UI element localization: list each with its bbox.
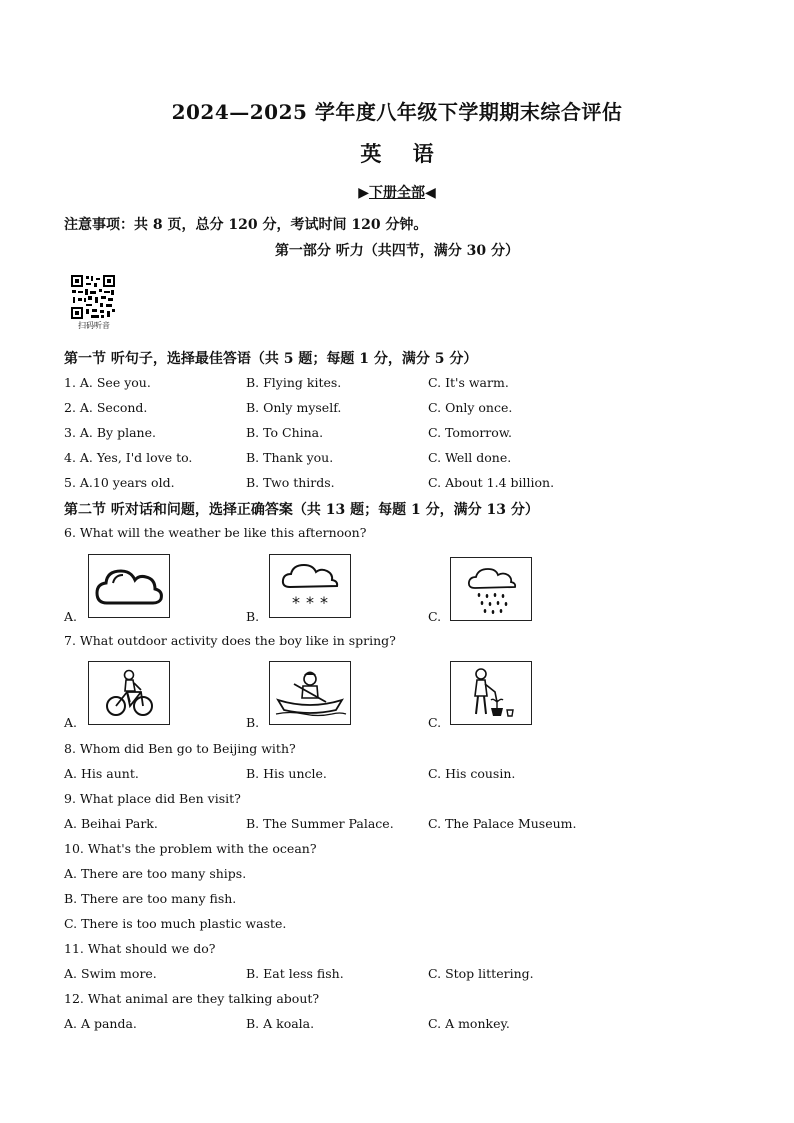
subject-char-1: 英 xyxy=(360,141,382,166)
section-2-heading: 第二节 听对话和问题，选择正确答案（共 13 题；每题 1 分，满分 13 分） xyxy=(64,502,539,518)
q5-option-a[interactable]: 5. A.10 years old. xyxy=(64,475,175,490)
q7-label-c[interactable]: C. xyxy=(428,715,442,730)
question-9: 9. What place did Ben visit? xyxy=(64,791,241,806)
q2-option-a[interactable]: 2. A. Second. xyxy=(64,400,148,415)
q5-option-b[interactable]: B. Two thirds. xyxy=(246,475,335,490)
question-11: 11. What should we do? xyxy=(64,941,216,956)
q12-option-b[interactable]: B. A koala. xyxy=(246,1016,315,1031)
q6-label-b[interactable]: B. xyxy=(246,609,260,624)
q7-label-b[interactable]: B. xyxy=(246,715,260,730)
q4-option-a[interactable]: 4. A. Yes, I'd love to. xyxy=(64,450,193,465)
q3-option-a[interactable]: 3. A. By plane. xyxy=(64,425,156,440)
svg-text:*: * xyxy=(320,593,328,612)
q12-option-a[interactable]: A. A panda. xyxy=(64,1016,137,1031)
snow-icon[interactable] xyxy=(269,554,351,618)
q1-option-c[interactable]: C. It's warm. xyxy=(428,375,509,390)
scope-left-arrow: ▶ xyxy=(358,185,369,201)
q6-label-a[interactable]: A. xyxy=(64,609,78,624)
q10-option-b[interactable]: B. There are too many fish. xyxy=(64,891,237,906)
question-8: 8. Whom did Ben go to Beijing with? xyxy=(64,741,296,756)
q10-option-c[interactable]: C. There is too much plastic waste. xyxy=(64,916,287,931)
q9-option-a[interactable]: A. Beihai Park. xyxy=(64,816,158,831)
cycling-icon[interactable] xyxy=(88,661,170,725)
qr-code-icon[interactable] xyxy=(70,274,116,320)
q9-option-c[interactable]: C. The Palace Museum. xyxy=(428,816,577,831)
rain-icon[interactable] xyxy=(450,557,532,621)
scope-right-arrow: ◀ xyxy=(425,185,436,201)
q1-option-a[interactable]: 1. A. See you. xyxy=(64,375,151,390)
exam-title: 2024—2025 学年度八年级下学期期末综合评估 xyxy=(171,100,623,124)
q4-option-b[interactable]: B. Thank you. xyxy=(246,450,334,465)
planting-icon[interactable] xyxy=(450,661,532,725)
q8-option-a[interactable]: A. His aunt. xyxy=(64,766,139,781)
svg-text:*: * xyxy=(306,593,314,612)
question-7: 7. What outdoor activity does the boy like in spring? xyxy=(64,633,396,648)
q4-option-c[interactable]: C. Well done. xyxy=(428,450,512,465)
question-10: 10. What's the problem with the ocean? xyxy=(64,841,317,856)
scope-line xyxy=(0,182,794,202)
q2-option-b[interactable]: B. Only myself. xyxy=(246,400,342,415)
subject-title xyxy=(0,138,794,168)
q1-option-b[interactable]: B. Flying kites. xyxy=(246,375,342,390)
q9-option-b[interactable]: B. The Summer Palace. xyxy=(246,816,394,831)
q7-label-a[interactable]: A. xyxy=(64,715,78,730)
q11-option-c[interactable]: C. Stop littering. xyxy=(428,966,534,981)
scope-label: 下册全部 xyxy=(369,185,425,201)
q2-option-c[interactable]: C. Only once. xyxy=(428,400,513,415)
subject-char-2: 语 xyxy=(412,141,434,166)
q8-option-b[interactable]: B. His uncle. xyxy=(246,766,327,781)
q3-option-c[interactable]: C. Tomorrow. xyxy=(428,425,513,440)
q3-option-b[interactable]: B. To China. xyxy=(246,425,324,440)
boating-icon[interactable] xyxy=(269,661,351,725)
q5-option-c[interactable]: C. About 1.4 billion. xyxy=(428,475,555,490)
question-12: 12. What animal are they talking about? xyxy=(64,991,320,1006)
section-1-heading: 第一节 听句子，选择最佳答语（共 5 题；每题 1 分，满分 5 分） xyxy=(64,351,478,367)
cloudy-icon[interactable] xyxy=(88,554,170,618)
part-title: 第一部分 听力（共四节，满分 30 分） xyxy=(274,243,520,259)
q10-option-a[interactable]: A. There are too many ships. xyxy=(64,866,247,881)
question-6: 6. What will the weather be like this afternoon? xyxy=(64,525,367,540)
q6-label-c[interactable]: C. xyxy=(428,609,442,624)
q8-option-c[interactable]: C. His cousin. xyxy=(428,766,516,781)
q11-option-b[interactable]: B. Eat less fish. xyxy=(246,966,344,981)
q11-option-a[interactable]: A. Swim more. xyxy=(64,966,157,981)
qr-code-label: 扫码听音 xyxy=(78,321,110,330)
exam-notice: 注意事项：共 8 页，总分 120 分，考试时间 120 分钟。 xyxy=(64,217,428,233)
q12-option-c[interactable]: C. A monkey. xyxy=(428,1016,510,1031)
svg-text:*: * xyxy=(292,593,300,612)
